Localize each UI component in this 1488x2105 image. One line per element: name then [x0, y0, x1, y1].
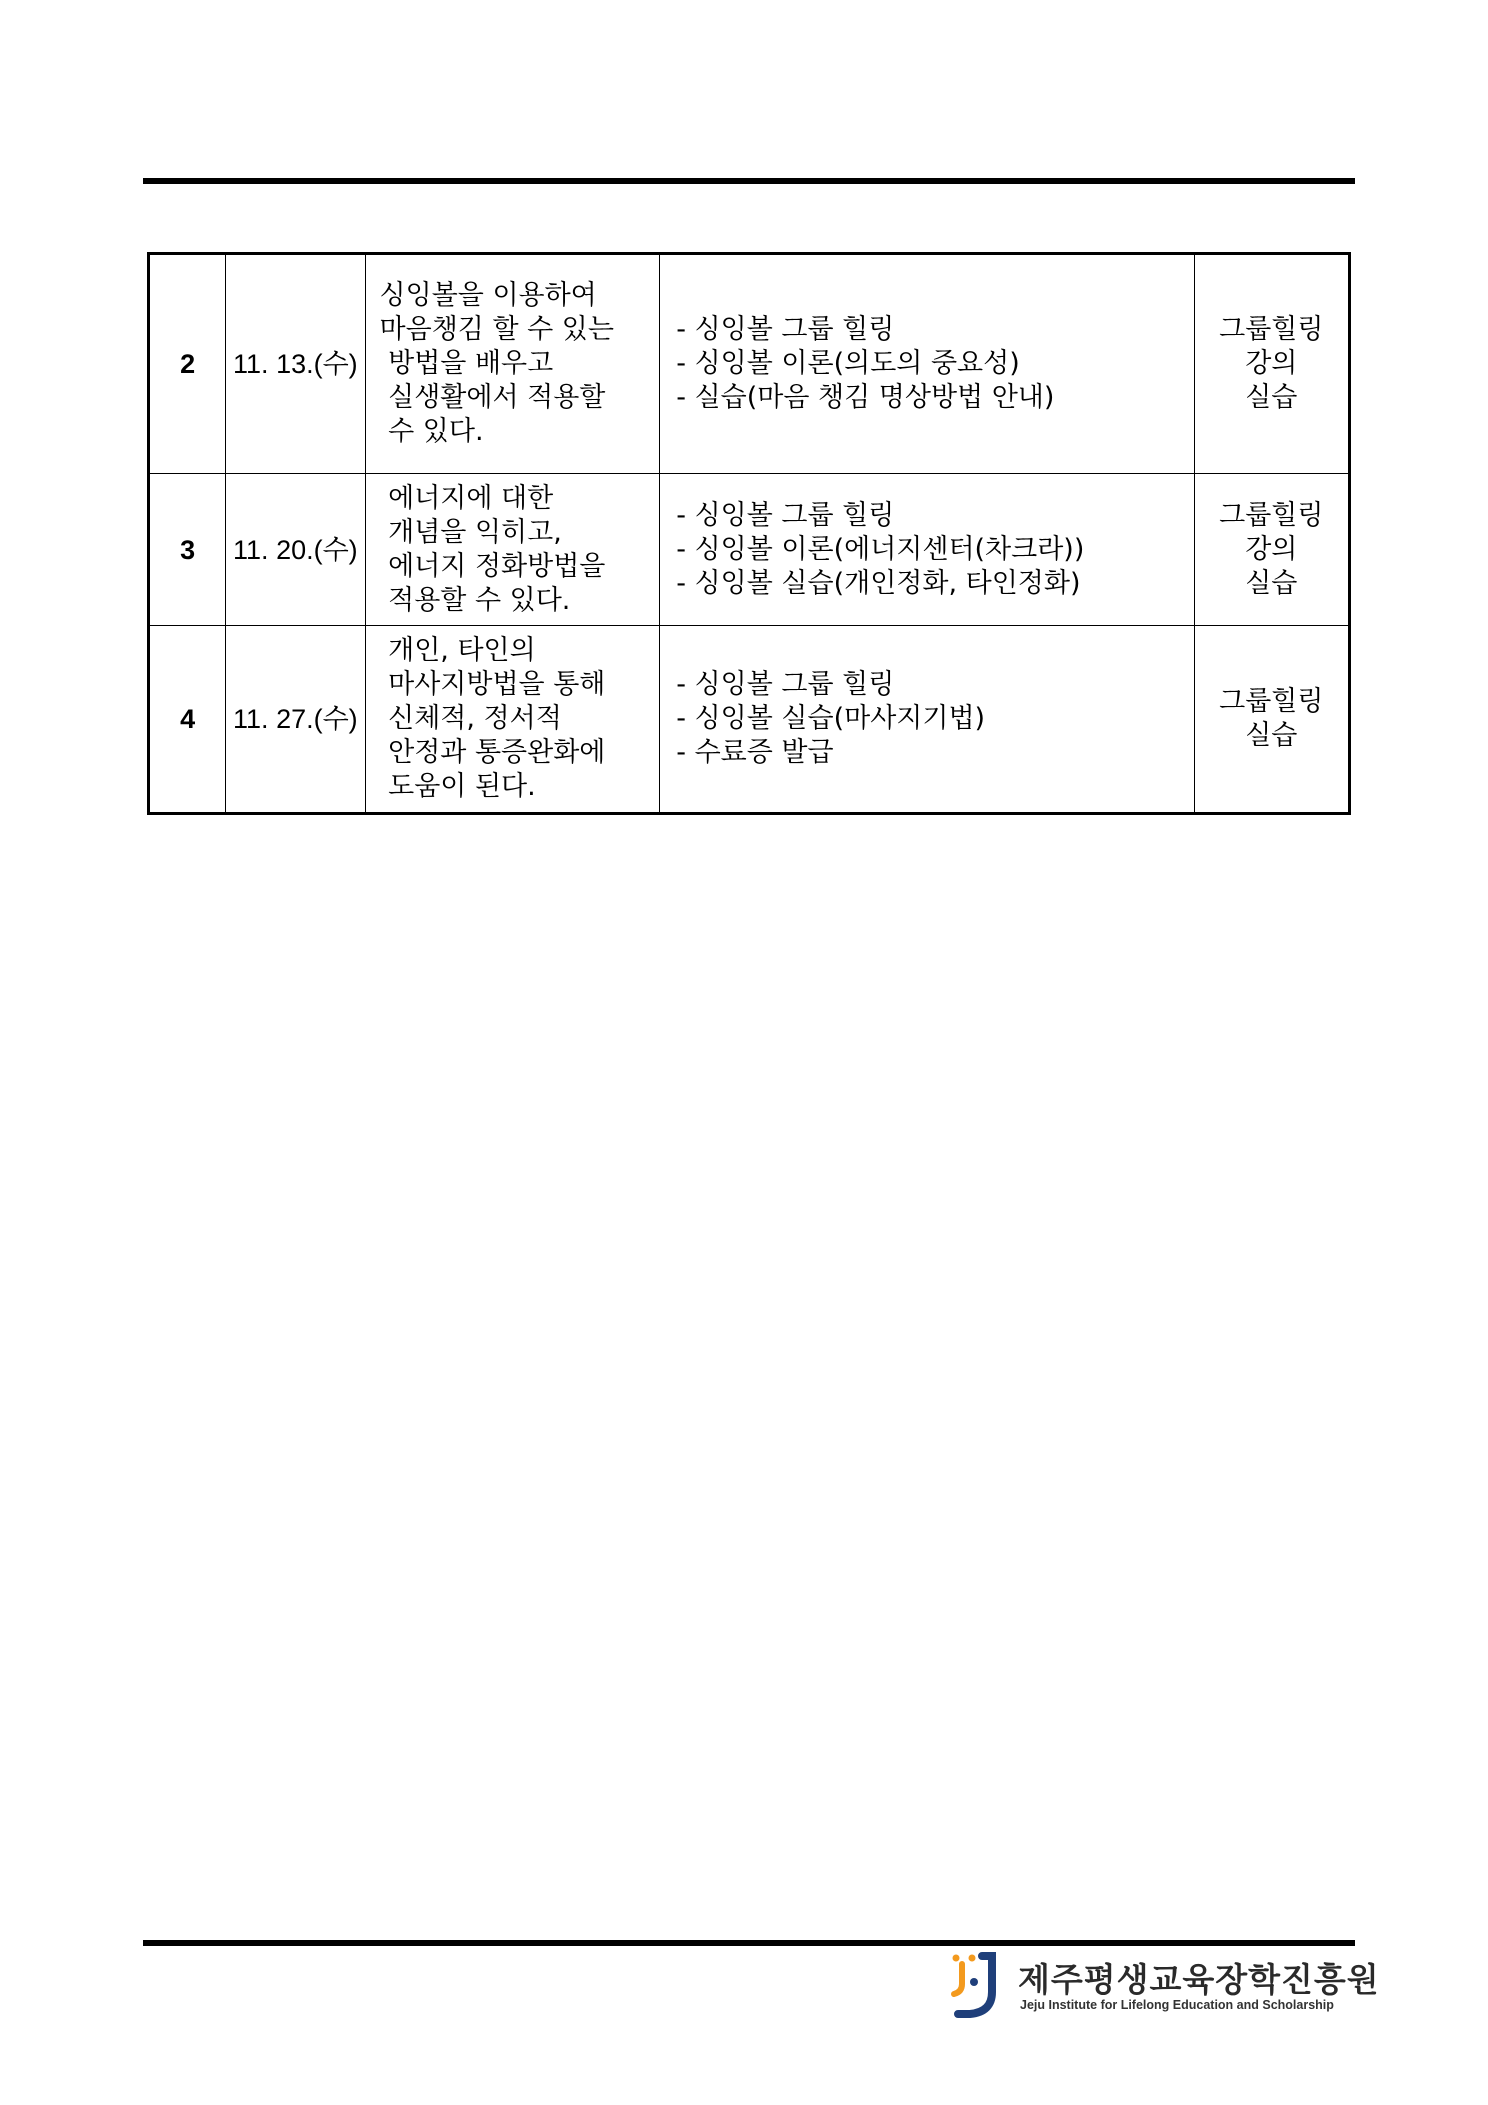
content-line: - 싱잉볼 이론(에너지센터(차크라)) — [676, 533, 1085, 565]
session-date: 11. 13.(수) — [226, 254, 365, 474]
session-method — [1194, 254, 1349, 474]
org-emblem-icon — [948, 1952, 1004, 2018]
session-content — [660, 474, 1194, 626]
session-date: 11. 20.(수) — [226, 474, 365, 626]
session-objective — [365, 626, 660, 814]
objective-line: 안정과 통증완화에 — [379, 737, 606, 768]
method-line: 그룹힐링 — [1219, 499, 1324, 531]
method-line: 그룹힐링 — [1219, 314, 1324, 345]
content-line: - 실습(마음 챙김 명상방법 안내) — [676, 382, 1055, 413]
org-name-korean: 제주평생교육장학진흥원 — [1018, 1960, 1380, 1999]
content-line: - 싱잉볼 그룹 힐링 — [676, 499, 895, 531]
org-name-english: Jeju Institute for Lifelong Education and Scholarship — [1020, 1998, 1334, 2012]
method-line: 실습 — [1245, 567, 1298, 599]
session-date: 11. 27.(수) — [226, 626, 365, 814]
objective-line: 에너지 정화방법을 — [379, 550, 606, 582]
method-line: 그룹힐링 — [1219, 686, 1324, 717]
objective-line: 싱잉볼을 이용하여 — [379, 280, 597, 311]
session-objective — [365, 254, 660, 474]
session-number: 2 — [149, 254, 226, 474]
table-row — [149, 254, 1350, 474]
table-row — [149, 474, 1350, 626]
table-row — [149, 626, 1350, 814]
method-line: 강의 — [1245, 533, 1298, 565]
session-number: 3 — [149, 474, 226, 626]
footer-rule — [143, 1940, 1355, 1946]
objective-line: 개념을 익히고, — [379, 516, 562, 548]
content-line: - 싱잉볼 실습(개인정화, 타인정화) — [676, 567, 1081, 599]
objective-line: 신체적, 정서적 — [379, 703, 562, 734]
objective-line: 방법을 배우고 — [379, 348, 554, 379]
session-method — [1194, 474, 1349, 626]
objective-line: 도움이 된다. — [379, 771, 536, 802]
schedule-table — [147, 252, 1351, 815]
objective-line: 수 있다. — [379, 416, 484, 447]
content-line: - 수료증 발급 — [676, 737, 834, 768]
objective-line: 적용할 수 있다. — [379, 584, 571, 616]
objective-line: 실생활에서 적용할 — [379, 382, 606, 413]
session-objective — [365, 474, 660, 626]
objective-line: 마사지방법을 통해 — [379, 669, 606, 700]
session-number: 4 — [149, 626, 226, 814]
objective-line: 에너지에 대한 — [379, 482, 554, 514]
objective-line: 개인, 타인의 — [379, 635, 536, 666]
session-content — [660, 254, 1194, 474]
session-method — [1194, 626, 1349, 814]
objective-line: 마음챙김 할 수 있는 — [379, 314, 614, 345]
content-line: - 싱잉볼 그룹 힐링 — [676, 314, 895, 345]
content-line: - 싱잉볼 그룹 힐링 — [676, 669, 895, 700]
content-line: - 싱잉볼 이론(의도의 중요성) — [676, 348, 1020, 379]
org-logo — [948, 1950, 1380, 2020]
header-rule — [143, 178, 1355, 184]
method-line: 실습 — [1245, 720, 1298, 751]
method-line: 실습 — [1245, 382, 1298, 413]
session-content — [660, 626, 1194, 814]
content-line: - 싱잉볼 실습(마사지기법) — [676, 703, 986, 734]
method-line: 강의 — [1245, 348, 1298, 379]
